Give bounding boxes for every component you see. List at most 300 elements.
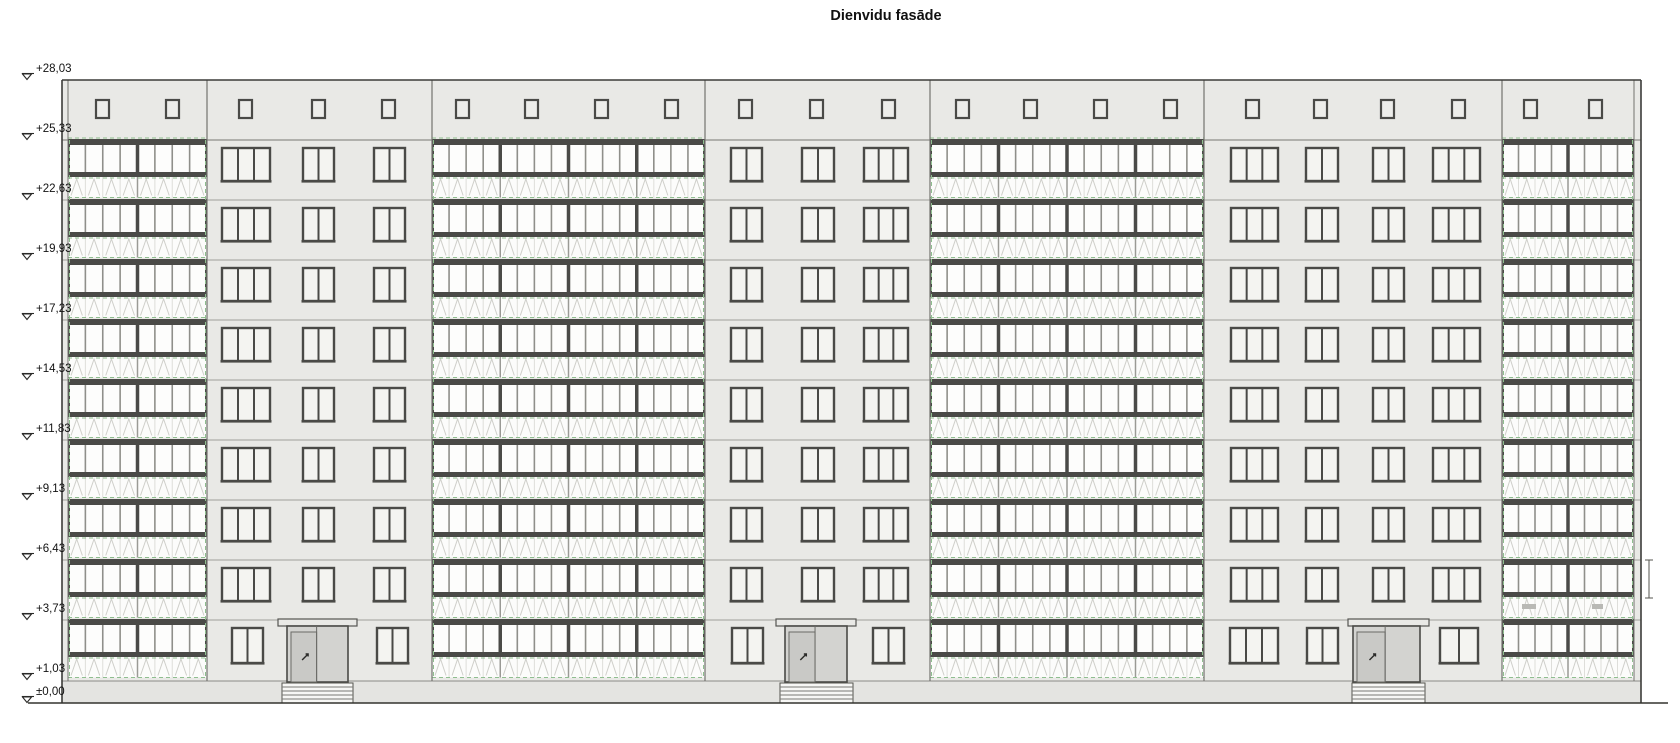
window (1432, 328, 1482, 363)
window-frame (1231, 148, 1278, 181)
window-sill (801, 240, 836, 243)
glazed-band (930, 139, 1204, 198)
window-sill (730, 480, 764, 483)
window-sill (1305, 360, 1340, 363)
glazing-bottom-bar (930, 292, 1204, 297)
window-sill (221, 240, 272, 243)
vent-mark (1592, 604, 1603, 609)
window (1230, 208, 1280, 243)
glazed-band (68, 619, 207, 678)
glazed-band (1502, 259, 1634, 318)
window-sill (1305, 600, 1340, 603)
glazed-band (1502, 439, 1634, 498)
glazing-sill (1502, 379, 1634, 385)
window-frame (864, 268, 908, 301)
window (863, 148, 910, 183)
window (302, 268, 336, 303)
window (801, 508, 836, 543)
glazed-band (432, 379, 705, 438)
glazed-band (432, 559, 705, 618)
glazing-bottom-bar (1502, 292, 1634, 297)
window-frame (222, 328, 270, 361)
window (801, 448, 836, 483)
door-leaf (291, 632, 317, 682)
window-sill (863, 240, 910, 243)
attic-window (1246, 100, 1259, 118)
marker-triangle (23, 134, 32, 140)
elevation-marker-icon (22, 554, 34, 560)
door-canopy (278, 619, 357, 626)
attic-window-frame (595, 100, 608, 118)
window (1372, 388, 1406, 423)
glazing-bottom-bar (68, 532, 207, 537)
glazing-sill (1502, 259, 1634, 265)
attic-window-frame (382, 100, 395, 118)
window (1305, 448, 1340, 483)
window (801, 268, 836, 303)
attic-window (665, 100, 678, 118)
glazing-sill (930, 199, 1204, 205)
window (1372, 208, 1406, 243)
attic-window (810, 100, 823, 118)
elevation-marker-icon (22, 314, 34, 320)
window (221, 328, 272, 363)
window-sill (1372, 300, 1406, 303)
window (1305, 148, 1340, 183)
glazed-band (432, 439, 705, 498)
glazing-bottom-bar (930, 172, 1204, 177)
window-sill (872, 662, 906, 665)
window-frame (864, 208, 908, 241)
glazing-bottom-bar (432, 292, 705, 297)
glazing-sill (1502, 499, 1634, 505)
window-sill (1372, 240, 1406, 243)
window-sill (1432, 180, 1482, 183)
window (730, 448, 764, 483)
window (730, 208, 764, 243)
window (1432, 388, 1482, 423)
glazing-bottom-bar (1502, 232, 1634, 237)
window-sill (1432, 360, 1482, 363)
glazing-bottom-bar (68, 352, 207, 357)
glazing-bottom-bar (68, 652, 207, 657)
glazing-sill (432, 259, 705, 265)
glazing-sill (68, 319, 207, 325)
glazing-bottom-bar (432, 532, 705, 537)
glazing-sill (930, 139, 1204, 145)
window-sill (801, 600, 836, 603)
glazing-sill (432, 619, 705, 625)
attic-window-frame (1452, 100, 1465, 118)
window-sill (863, 360, 910, 363)
marker-triangle (23, 494, 32, 500)
window-sill (730, 360, 764, 363)
elevation-marker-icon (22, 194, 34, 200)
glazing-sill (930, 559, 1204, 565)
glazing-sill (68, 619, 207, 625)
glazing-sill (930, 319, 1204, 325)
marker-triangle (23, 374, 32, 380)
glazing-bottom-bar (1502, 352, 1634, 357)
window (1372, 568, 1406, 603)
marker-triangle (23, 314, 32, 320)
attic-window-frame (1589, 100, 1602, 118)
glazing-sill (930, 499, 1204, 505)
window-sill (221, 180, 272, 183)
window (863, 208, 910, 243)
window-sill (373, 240, 407, 243)
glazing-sill (1502, 619, 1634, 625)
window-frame (1231, 388, 1278, 421)
window-frame (1433, 508, 1480, 541)
window-sill (730, 300, 764, 303)
glazing-sill (68, 199, 207, 205)
window (1306, 628, 1340, 665)
elevation-level-label: +11,83 (36, 423, 71, 435)
window-frame (864, 448, 908, 481)
window-frame (1433, 388, 1480, 421)
glazed-band (432, 319, 705, 378)
glazing-bottom-bar (930, 472, 1204, 477)
window-frame (222, 508, 270, 541)
window (1230, 388, 1280, 423)
window (373, 508, 407, 543)
marker-triangle (23, 74, 32, 80)
attic-window-frame (1094, 100, 1107, 118)
window (801, 328, 836, 363)
attic-window (1094, 100, 1107, 118)
window-sill (1432, 600, 1482, 603)
attic-window (96, 100, 109, 118)
glazing-sill (68, 379, 207, 385)
window-frame (1230, 628, 1278, 663)
window-sill (221, 300, 272, 303)
marker-triangle (23, 697, 32, 703)
window-frame (1433, 148, 1480, 181)
attic-window-frame (1381, 100, 1394, 118)
glazed-band (930, 559, 1204, 618)
window-frame (1231, 328, 1278, 361)
window-sill (1230, 180, 1280, 183)
glazing-bottom-bar (68, 172, 207, 177)
window-sill (1230, 360, 1280, 363)
window (730, 568, 764, 603)
window (302, 508, 336, 543)
glazing-bottom-bar (432, 592, 705, 597)
glazed-band (432, 259, 705, 318)
window-sill (1230, 300, 1280, 303)
window (1230, 568, 1280, 603)
glazed-band (930, 259, 1204, 318)
window (221, 208, 272, 243)
window-sill (1305, 180, 1340, 183)
window-sill (730, 540, 764, 543)
elevation-level-label: +25,33 (36, 123, 72, 135)
window-sill (1439, 662, 1480, 665)
window-sill (863, 480, 910, 483)
window (221, 388, 272, 423)
glazed-section (432, 138, 705, 678)
glazing-bottom-bar (432, 172, 705, 177)
window-frame (1231, 448, 1278, 481)
elevation-marker-icon (22, 134, 34, 140)
window-frame (1231, 208, 1278, 241)
window-sill (730, 420, 764, 423)
glazed-section (68, 138, 207, 678)
vent-mark (1522, 604, 1536, 609)
glazed-band (930, 499, 1204, 558)
glazing-bottom-bar (432, 472, 705, 477)
glazed-band (930, 619, 1204, 678)
window-frame (222, 208, 270, 241)
glazed-band (68, 259, 207, 318)
attic-window-frame (312, 100, 325, 118)
attic-window-frame (810, 100, 823, 118)
attic-window-frame (1314, 100, 1327, 118)
window (731, 628, 765, 665)
attic-window (312, 100, 325, 118)
attic-window-frame (239, 100, 252, 118)
glazing-bottom-bar (930, 352, 1204, 357)
window-sill (1305, 240, 1340, 243)
glazing-bottom-bar (1502, 592, 1634, 597)
window (1432, 568, 1482, 603)
window-sill (1372, 180, 1406, 183)
window (302, 148, 336, 183)
window-sill (221, 600, 272, 603)
attic-window-frame (739, 100, 752, 118)
window-sill (373, 300, 407, 303)
entrance-steps (780, 683, 853, 703)
door-leaf (789, 632, 815, 682)
glazing-sill (1502, 559, 1634, 565)
elevation-marker-icon (22, 614, 34, 620)
elevation-level-label: +1,03 (36, 663, 66, 675)
window (373, 328, 407, 363)
window-frame (222, 268, 270, 301)
attic-window (525, 100, 538, 118)
window-sill (221, 540, 272, 543)
attic-window (1381, 100, 1394, 118)
window-sill (730, 240, 764, 243)
window-frame (1433, 568, 1480, 601)
glazing-sill (68, 499, 207, 505)
entrance-steps (282, 683, 353, 703)
glazed-band (1502, 379, 1634, 438)
window-sill (1372, 480, 1406, 483)
attic-window-frame (665, 100, 678, 118)
glazed-band (1502, 199, 1634, 258)
attic-window-frame (882, 100, 895, 118)
window-sill (373, 420, 407, 423)
window (1432, 268, 1482, 303)
window-sill (731, 662, 765, 665)
window (373, 148, 407, 183)
window-frame (864, 508, 908, 541)
window-frame (864, 328, 908, 361)
glazing-bottom-bar (432, 232, 705, 237)
window-sill (801, 540, 836, 543)
attic-window (239, 100, 252, 118)
window (1229, 628, 1280, 665)
glazing-bottom-bar (432, 412, 705, 417)
window (730, 508, 764, 543)
marker-triangle (23, 434, 32, 440)
attic-window (1024, 100, 1037, 118)
marker-triangle (23, 554, 32, 560)
window-sill (1305, 420, 1340, 423)
window (863, 508, 910, 543)
window (1305, 208, 1340, 243)
elevation-marker-icon (22, 697, 34, 703)
steps-outline (282, 683, 353, 703)
glazing-sill (930, 619, 1204, 625)
attic-window (1589, 100, 1602, 118)
window-sill (1432, 420, 1482, 423)
window-sill (801, 300, 836, 303)
window (1230, 148, 1280, 183)
elevation-level-label: ±0,00 (36, 686, 65, 698)
window-frame (1433, 448, 1480, 481)
window (1305, 268, 1340, 303)
window (801, 208, 836, 243)
glazing-bottom-bar (68, 232, 207, 237)
window (302, 568, 336, 603)
glazing-sill (432, 379, 705, 385)
attic-window (595, 100, 608, 118)
window-sill (863, 540, 910, 543)
window-sill (730, 180, 764, 183)
elevation-level-label: +14,53 (36, 363, 72, 375)
window (373, 448, 407, 483)
elevation-level-label: +28,03 (36, 63, 72, 75)
glazed-band (432, 499, 705, 558)
window-sill (1432, 540, 1482, 543)
glazing-sill (68, 259, 207, 265)
glazed-band (68, 319, 207, 378)
window-sill (302, 600, 336, 603)
glazed-section (1502, 138, 1634, 678)
steps-outline (1352, 683, 1425, 703)
glazing-bottom-bar (1502, 652, 1634, 657)
glazing-sill (930, 439, 1204, 445)
glazing-bottom-bar (930, 232, 1204, 237)
window-frame (222, 148, 270, 181)
window-sill (730, 600, 764, 603)
window (863, 388, 910, 423)
window (302, 328, 336, 363)
window (863, 268, 910, 303)
window (1305, 568, 1340, 603)
window-frame (1433, 268, 1480, 301)
elevation-marker-icon (22, 374, 34, 380)
window (730, 268, 764, 303)
window (302, 448, 336, 483)
elevation-level-label: +9,13 (36, 483, 66, 495)
window-frame (222, 448, 270, 481)
window-sill (302, 360, 336, 363)
glazing-sill (68, 139, 207, 145)
glazing-sill (432, 559, 705, 565)
glazing-sill (68, 439, 207, 445)
window-frame (1433, 328, 1480, 361)
window-sill (1230, 600, 1280, 603)
window (1432, 148, 1482, 183)
window (1372, 148, 1406, 183)
marker-triangle (23, 254, 32, 260)
glazed-band (68, 379, 207, 438)
window-sill (863, 600, 910, 603)
window (1439, 628, 1480, 665)
window-sill (863, 180, 910, 183)
glazing-sill (1502, 319, 1634, 325)
window (1432, 208, 1482, 243)
elevation-marker-icon (22, 674, 34, 680)
glazed-band (930, 379, 1204, 438)
window (1372, 508, 1406, 543)
window-sill (1306, 662, 1340, 665)
window-sill (1230, 540, 1280, 543)
entrance-door (1348, 619, 1429, 682)
window (1432, 448, 1482, 483)
window-sill (373, 480, 407, 483)
window (376, 628, 410, 665)
window (1230, 508, 1280, 543)
glazing-sill (68, 559, 207, 565)
window (373, 268, 407, 303)
glazing-sill (432, 139, 705, 145)
attic-window-frame (456, 100, 469, 118)
glazing-bottom-bar (930, 592, 1204, 597)
window-sill (1372, 540, 1406, 543)
glazing-bottom-bar (68, 292, 207, 297)
elevation-level-label: +6,43 (36, 543, 66, 555)
glazing-bottom-bar (930, 532, 1204, 537)
window (801, 388, 836, 423)
window-frame (1231, 508, 1278, 541)
attic-window (456, 100, 469, 118)
glazing-sill (1502, 199, 1634, 205)
window-sill (1230, 240, 1280, 243)
window (302, 208, 336, 243)
window-sill (1372, 420, 1406, 423)
glazed-band (68, 439, 207, 498)
entrance-door (278, 619, 357, 682)
glazing-bottom-bar (68, 592, 207, 597)
glazing-sill (432, 319, 705, 325)
window (1305, 388, 1340, 423)
attic-window (382, 100, 395, 118)
window-frame (864, 148, 908, 181)
glazed-band (1502, 139, 1634, 198)
attic-window-frame (1164, 100, 1177, 118)
window-sill (1305, 540, 1340, 543)
glazing-sill (1502, 139, 1634, 145)
glazed-band (432, 619, 705, 678)
window (863, 448, 910, 483)
entrance-door (776, 619, 856, 682)
glazed-band (432, 139, 705, 198)
window (1372, 268, 1406, 303)
glazed-band (432, 199, 705, 258)
glazed-band (68, 199, 207, 258)
window-sill (302, 240, 336, 243)
window-sill (302, 300, 336, 303)
window-sill (302, 420, 336, 423)
glazing-bottom-bar (1502, 172, 1634, 177)
window-frame (1433, 208, 1480, 241)
window-sill (1305, 480, 1340, 483)
